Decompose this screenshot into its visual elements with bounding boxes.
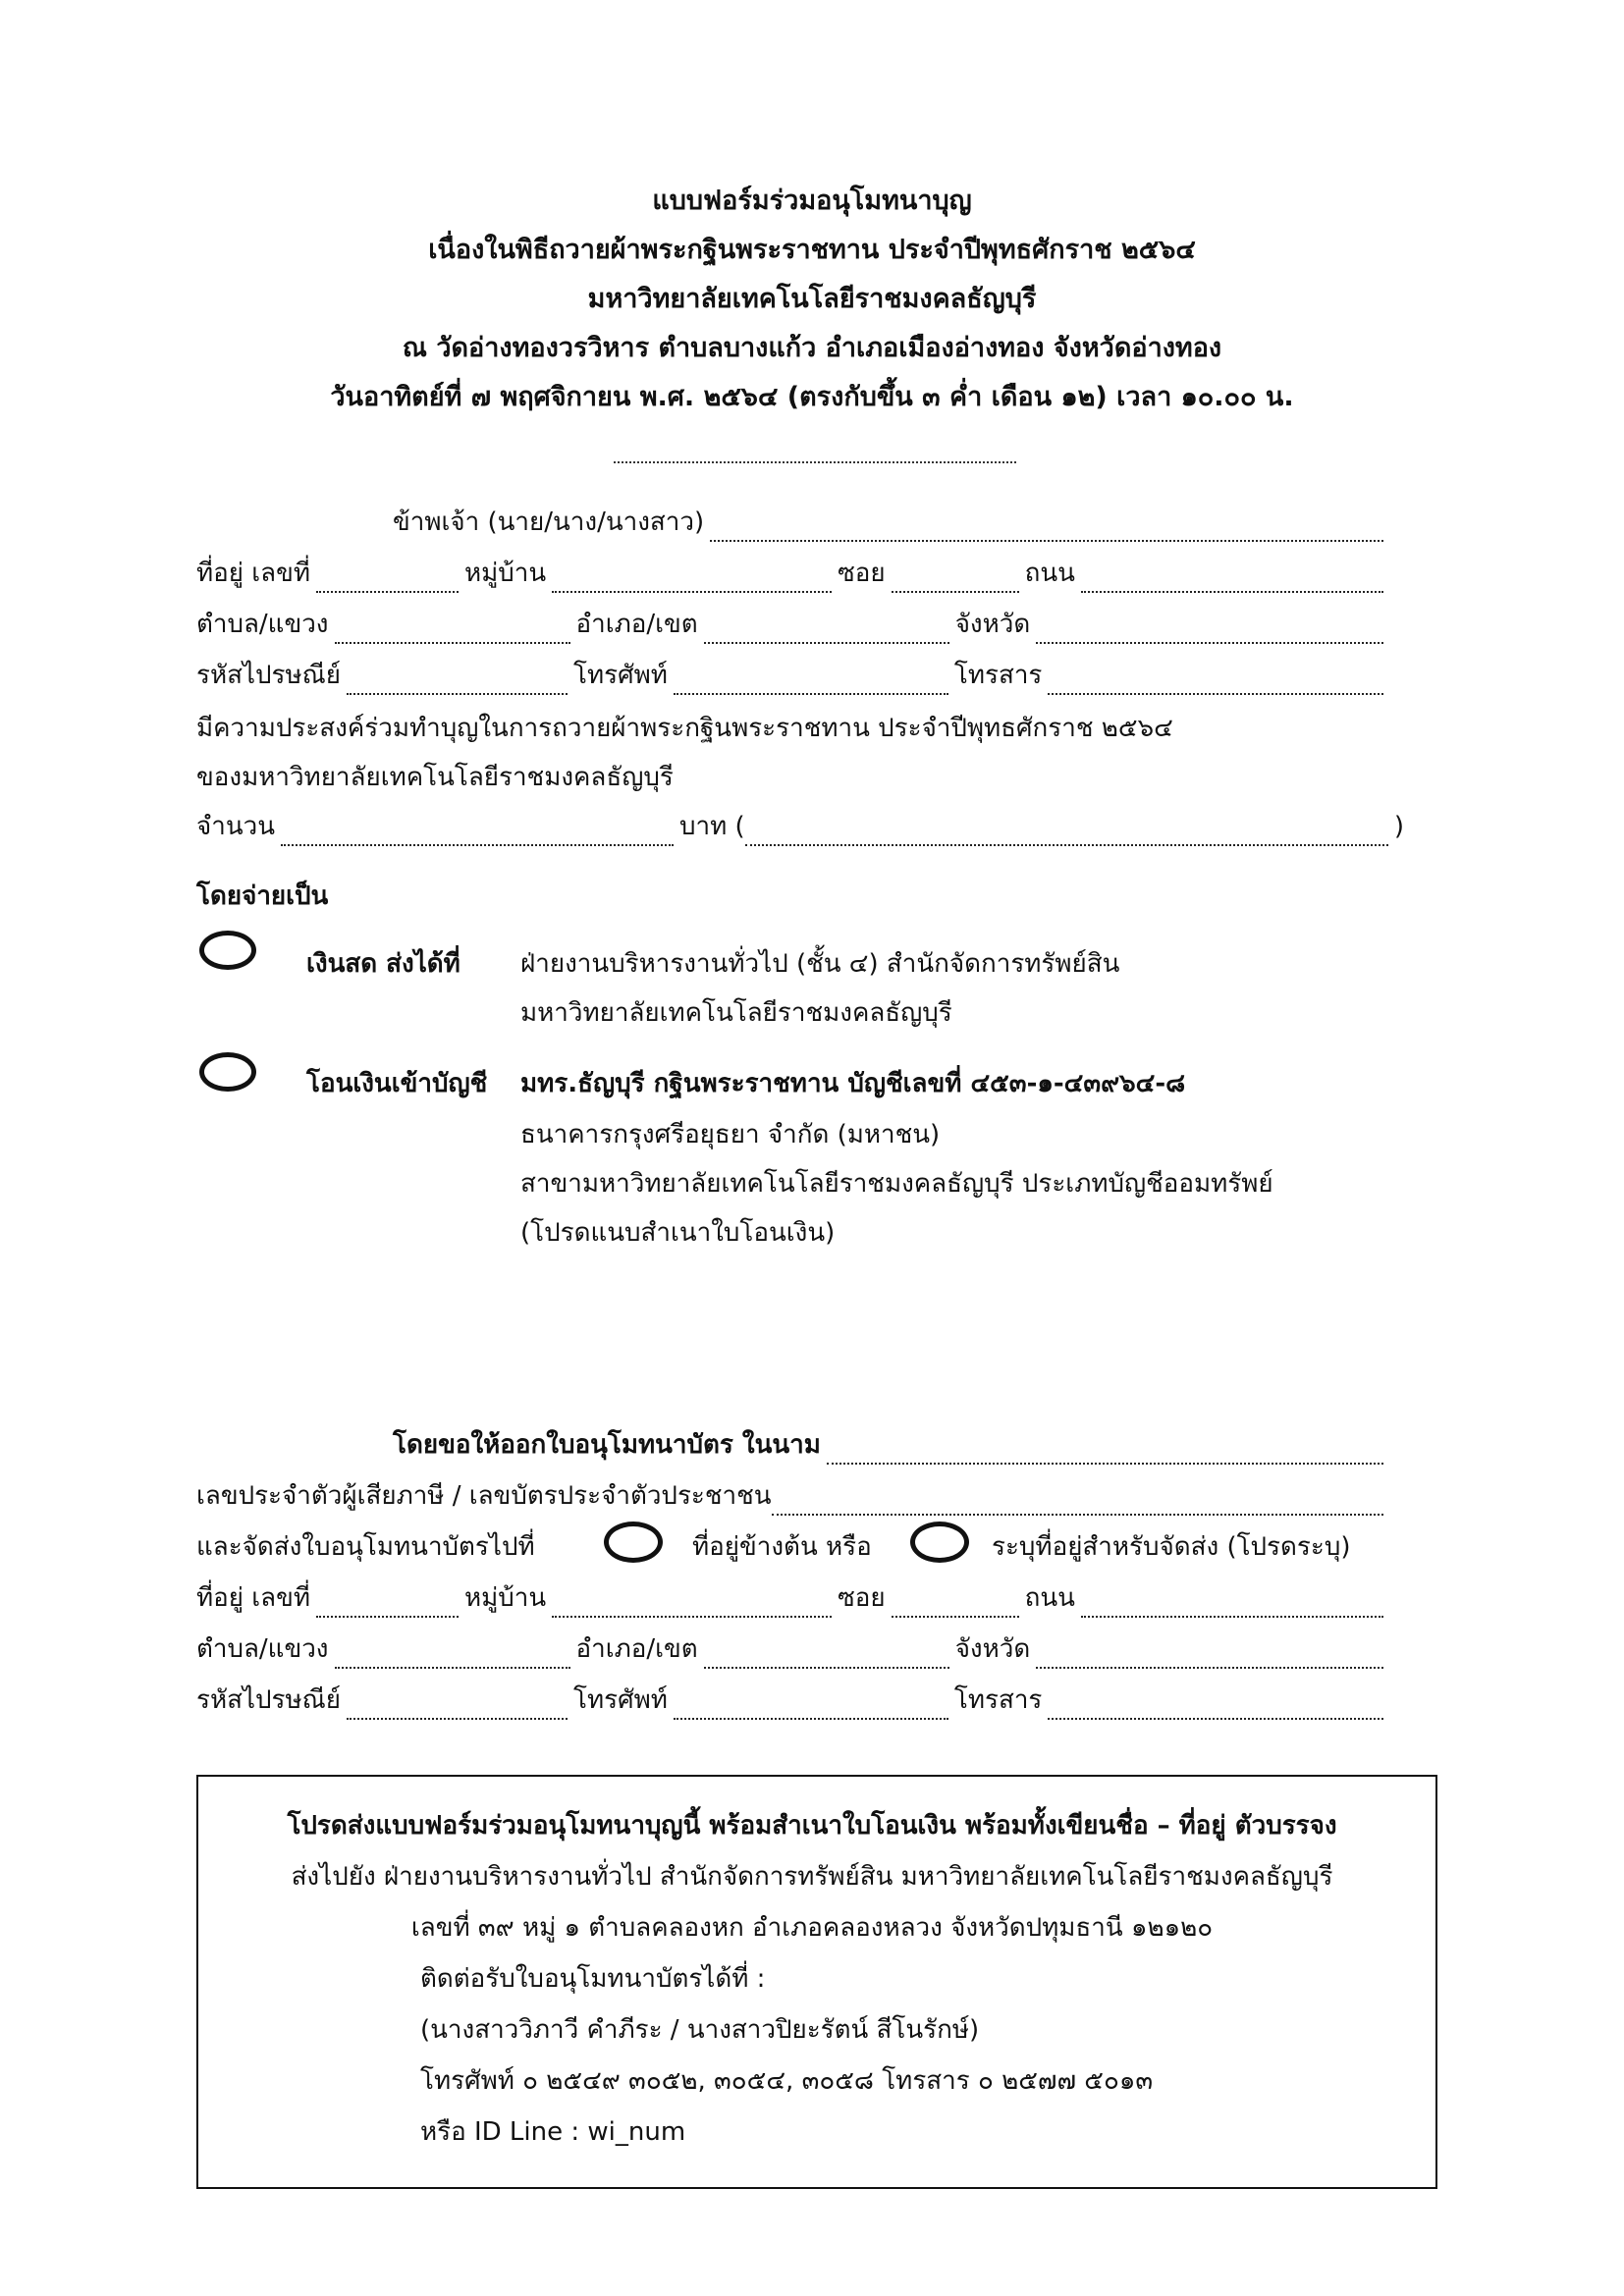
receipt-fax-field[interactable] <box>1048 1692 1383 1720</box>
receipt-name-field[interactable] <box>827 1437 1383 1465</box>
transfer-radio[interactable] <box>199 1052 256 1092</box>
name-row: ข้าพเจ้า (นาย/นาง/นางสาว) <box>393 503 1389 542</box>
receipt-name-row: โดยขอให้ออกใบอนุโมทนาบัตร ในนาม <box>393 1425 1389 1465</box>
transfer-label: โอนเงินเข้าบัญชี <box>306 1069 488 1098</box>
transfer-note: (โปรดแนบสำเนาใบโอนเงิน) <box>520 1218 836 1248</box>
intent-line1: มีความประสงค์ร่วมทำบุญในการถวายผ้าพระกฐินพระราชทาน ประจำปีพุทธศักราช ๒๕๖๔ <box>196 714 1173 743</box>
other-address-radio[interactable] <box>910 1522 969 1563</box>
receipt-address-no-field[interactable] <box>316 1590 459 1618</box>
receipt-road-field[interactable] <box>1081 1590 1383 1618</box>
receipt-village-field[interactable] <box>552 1590 832 1618</box>
notice-line1: โปรดส่งแบบฟอร์มร่วมอนุโมทนาบุญนี้ พร้อมสำเนาใบโอนเงิน พร้อมทั้งเขียนชื่อ – ที่อยู่ ตัวบรรจง <box>287 1811 1337 1841</box>
intent-line2: ของมหาวิทยาลัยเทคโนโลยีราชมงคลธัญบุรี <box>196 763 674 792</box>
phone-field[interactable] <box>674 667 948 695</box>
taxid-row: เลขประจำตัวผู้เสียภาษี / เลขบัตรประจำตัวประชาชน <box>196 1476 1389 1516</box>
cash-radio[interactable] <box>199 931 256 970</box>
address-row: ที่อยู่ เลขที่ หมู่บ้าน ซอย ถนน <box>196 554 1389 593</box>
province-field[interactable] <box>1036 616 1383 644</box>
transfer-bank: ธนาคารกรุงศรีอยุธยา จำกัด (มหาชน) <box>520 1120 941 1149</box>
district-row: ตำบล/แขวง อำเภอ/เขต จังหวัด <box>196 605 1389 644</box>
fax-field[interactable] <box>1048 667 1383 695</box>
receipt-soi-field[interactable] <box>892 1590 1019 1618</box>
notice-line4: ติดต่อรับใบอนุโมทนาบัตรได้ที่ : <box>420 1964 766 1994</box>
district-field[interactable] <box>704 616 949 644</box>
payment-title: โดยจ่ายเป็น <box>196 881 329 911</box>
same-address-label: ที่อยู่ข้างต้น หรือ <box>692 1532 872 1562</box>
contact-row: รหัสไปรษณีย์ โทรศัพท์ โทรสาร <box>196 656 1389 695</box>
transfer-branch: สาขามหาวิทยาลัยเทคโนโลยีราชมงคลธัญบุรี ประเภทบัญชีออมทรัพย์ <box>520 1169 1273 1199</box>
send-to-label: และจัดส่งใบอนุโมทนาบัตรไปที่ <box>196 1532 535 1562</box>
venue: ณ วัดอ่างทองวรวิหาร ตำบลบางแก้ว อำเภอเมืองอ่างทอง จังหวัดอ่างทอง <box>402 333 1222 363</box>
receipt-postcode-field[interactable] <box>347 1692 568 1720</box>
receipt-district-row: ตำบล/แขวง อำเภอ/เขต จังหวัด <box>196 1629 1389 1669</box>
amount-row: จำนวน บาท ( ) <box>196 807 1404 846</box>
notice-line3: เลขที่ ๓๙ หมู่ ๑ ตำบลคลองหก อำเภอคลองหลวง จังหวัดปทุมธานี ๑๒๑๒๐ <box>410 1913 1214 1943</box>
notice-line5: (นางสาววิภาวี คำภีระ / นางสาวปิยะรัตน์ สีโนรักษ์) <box>420 2015 980 2045</box>
village-field[interactable] <box>552 565 832 593</box>
amount-words-field[interactable] <box>745 819 1388 846</box>
receipt-district-field[interactable] <box>704 1641 949 1669</box>
notice-line2: ส่งไปยัง ฝ่ายงานบริหารงานทั่วไป สำนักจัดการทรัพย์สิน มหาวิทยาลัยเทคโนโลยีราชมงคลธัญบุรี <box>291 1862 1333 1892</box>
form-title: แบบฟอร์มร่วมอนุโมทนาบุญ <box>652 186 972 216</box>
receipt-phone-field[interactable] <box>674 1692 948 1720</box>
receipt-subdistrict-field[interactable] <box>335 1641 570 1669</box>
university-name: มหาวิทยาลัยเทคโนโลยีราชมงคลธัญบุรี <box>587 284 1037 314</box>
receipt-address-row: ที่อยู่ เลขที่ หมู่บ้าน ซอย ถนน <box>196 1578 1389 1618</box>
cash-line1: ฝ่ายงานบริหารงานทั่วไป (ชั้น ๔) สำนักจัดการทรัพย์สิน <box>520 949 1120 979</box>
receipt-contact-row: รหัสไปรษณีย์ โทรศัพท์ โทรสาร <box>196 1681 1389 1720</box>
subdistrict-field[interactable] <box>335 616 570 644</box>
amount-field[interactable] <box>281 819 674 846</box>
postcode-field[interactable] <box>347 667 568 695</box>
receipt-province-field[interactable] <box>1036 1641 1383 1669</box>
taxid-field[interactable] <box>772 1488 1383 1516</box>
cash-line2: มหาวิทยาลัยเทคโนโลยีราชมงคลธัญบุรี <box>520 998 952 1028</box>
address-no-field[interactable] <box>316 565 459 593</box>
event-date: วันอาทิตย์ที่ ๗ พฤศจิกายน พ.ศ. ๒๕๖๔ (ตรงกับขึ้น ๓ ค่ำ เดือน ๑๒) เวลา ๑๐.๐๐ น. <box>330 382 1294 412</box>
form-subtitle: เนื่องในพิธีถวายผ้าพระกฐินพระราชทาน ประจำปีพุทธศักราช ๒๕๖๔ <box>428 235 1196 265</box>
road-field[interactable] <box>1081 565 1383 593</box>
soi-field[interactable] <box>892 565 1019 593</box>
notice-line6: โทรศัพท์ ๐ ๒๕๔๙ ๓๐๕๒, ๓๐๕๔, ๓๐๕๘ โทรสาร ๐ ๒๕๗๗ ๕๐๑๓ <box>420 2066 1154 2096</box>
other-address-label: ระบุที่อยู่สำหรับจัดส่ง (โปรดระบุ) <box>992 1532 1351 1562</box>
cash-label: เงินสด ส่งได้ที่ <box>306 949 460 979</box>
header-divider <box>614 461 1016 463</box>
same-address-radio[interactable] <box>604 1522 663 1563</box>
notice-line7: หรือ ID Line : wi_num <box>420 2117 686 2147</box>
name-field[interactable] <box>710 514 1383 542</box>
transfer-account: มทร.ธัญบุรี กฐินพระราชทาน บัญชีเลขที่ ๔๕๓-๑-๔๓๙๖๔-๘ <box>520 1069 1186 1098</box>
